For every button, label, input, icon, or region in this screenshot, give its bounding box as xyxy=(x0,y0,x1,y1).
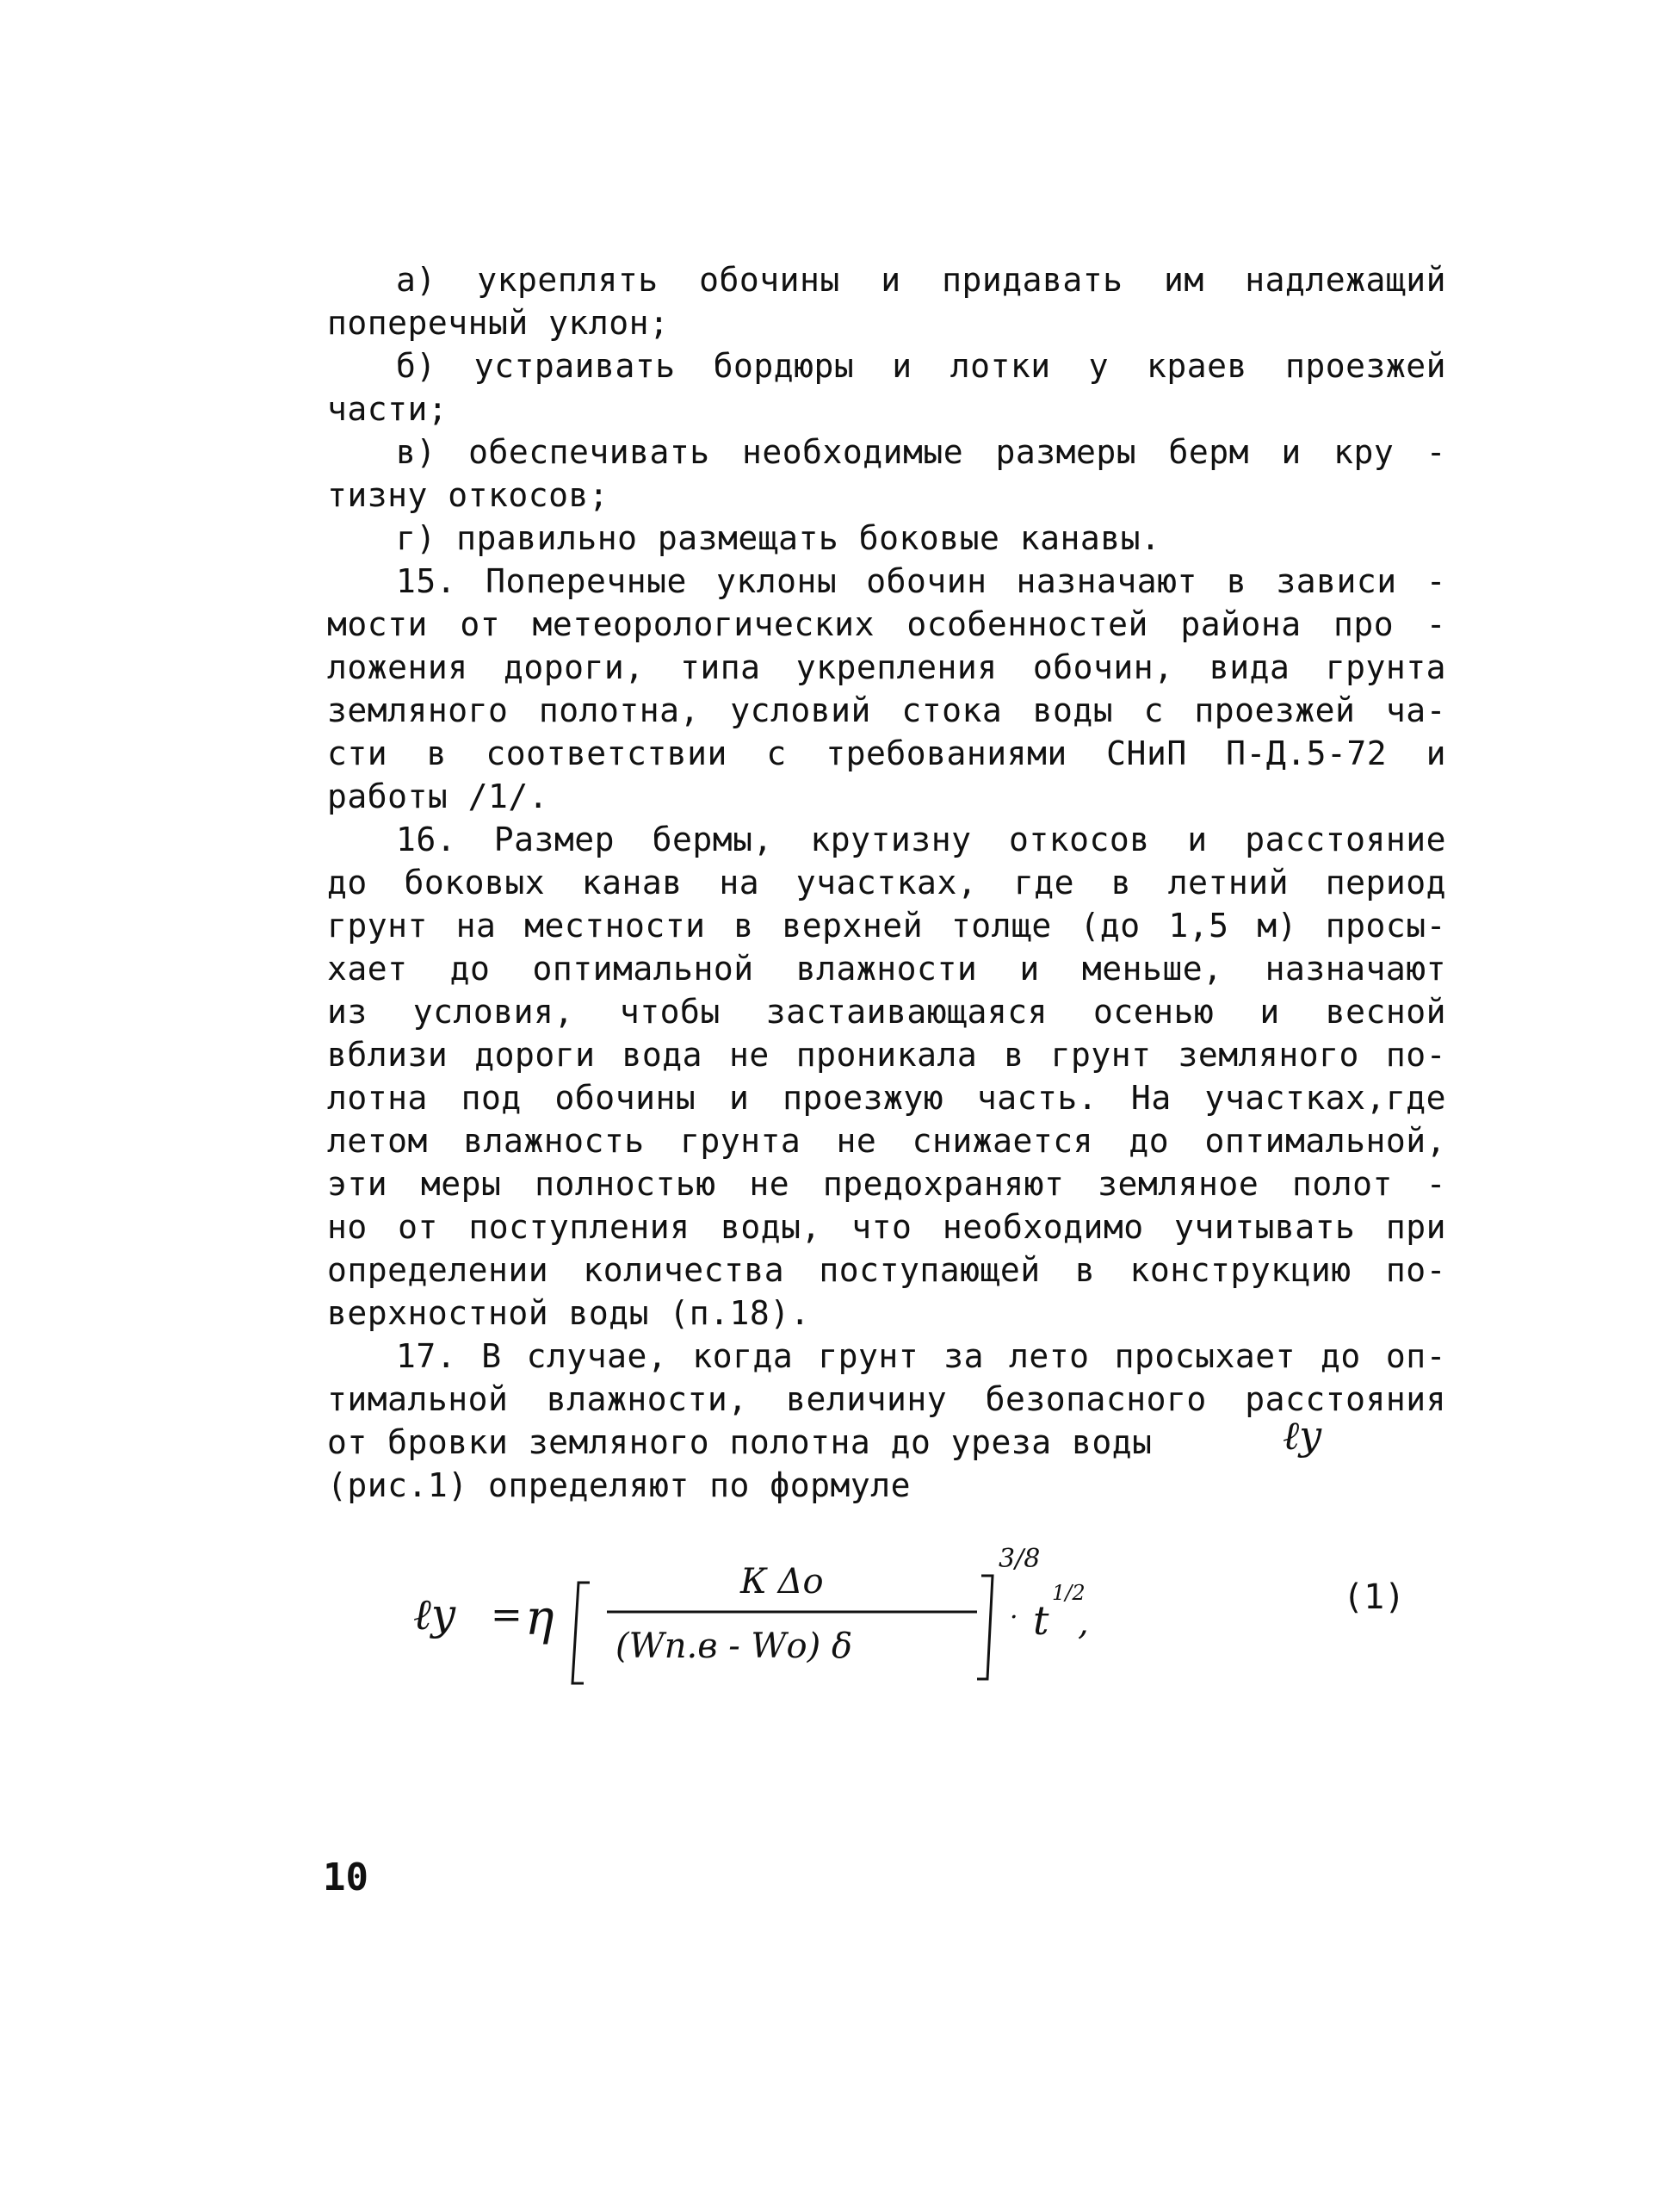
text-line: верхностной воды (п.18). xyxy=(327,1294,811,1332)
formula-lhs: ℓу xyxy=(413,1589,456,1639)
formula-comma: , xyxy=(1078,1603,1089,1643)
text-line: ложения дороги, типа укрепления обочин, вида грунта xyxy=(327,648,1446,686)
text-line: летом влажность грунта не снижается до оптимальной, xyxy=(327,1122,1446,1160)
text-line: в) обеспечивать необходимые размеры берм и кру - xyxy=(396,433,1446,471)
text-line: сти в соответствии с требованиями СНиП П-Д.5-72 и xyxy=(327,734,1446,772)
text-line: лотна под обочины и проезжую часть. На участках,где xyxy=(327,1079,1446,1117)
text-line: но от поступления воды, что необходимо учитывать при xyxy=(327,1208,1446,1246)
formula-exponent: 3/8 xyxy=(999,1544,1041,1574)
text-line: вблизи дороги вода не проникала в грунт земляного по- xyxy=(327,1036,1446,1074)
text-line: тизну откосов; xyxy=(327,476,609,514)
text-line: б) устраивать бордюры и лотки у краев проезжей xyxy=(396,347,1446,385)
text-line: от бровки земляного полотна до уреза воды xyxy=(327,1423,1153,1461)
symbol-ly: ℓу xyxy=(1283,1412,1322,1459)
text-line: 16. Размер бермы, крутизну откосов и расстояние xyxy=(396,821,1446,858)
formula-graphic xyxy=(413,1541,1274,1713)
text-line: 15. Поперечные уклоны обочин назначают в зависи - xyxy=(396,562,1446,600)
formula-t-exponent: 1/2 xyxy=(1052,1581,1086,1605)
formula-eta: η xyxy=(525,1590,554,1646)
text-line: грунт на местности в верхней толще (до 1,5 м) просы- xyxy=(327,907,1446,945)
formula-equals: = xyxy=(491,1593,523,1637)
text-line: работы /1/. xyxy=(327,778,549,815)
text-line: тимальной влажности, величину безопасного расстояния xyxy=(327,1380,1446,1418)
text-line: (рис.1) определяют по формуле xyxy=(327,1466,911,1504)
text-line: части; xyxy=(327,390,448,428)
text-line: земляного полотна, условий стока воды с проезжей ча- xyxy=(327,691,1446,729)
text-line: мости от метеорологических особенностей района про - xyxy=(327,605,1446,643)
formula-numerator: К Δо xyxy=(740,1562,824,1602)
formula-right-bracket xyxy=(977,1576,993,1679)
formula-dot: · xyxy=(1010,1602,1018,1633)
text-line: поперечный уклон; xyxy=(327,304,670,342)
text-line: а) укреплять обочины и придавать им надлежащий xyxy=(396,261,1446,299)
formula-t: t xyxy=(1033,1597,1049,1644)
text-line: 17. В случае, когда грунт за лето просыхает до оп- xyxy=(396,1337,1446,1375)
text-line: до боковых канав на участках, где в летний период xyxy=(327,864,1446,902)
formula-denominator: (Wп.в - Wо) δ xyxy=(615,1626,853,1666)
text-line: эти меры полностью не предохраняют земляное полот - xyxy=(327,1165,1446,1203)
text-line: определении количества поступающей в конструкцию по- xyxy=(327,1251,1446,1289)
text-line: хает до оптимальной влажности и меньше, назначают xyxy=(327,950,1446,988)
text-line: г) правильно размещать боковые канавы. xyxy=(396,519,1161,557)
formula-left-bracket xyxy=(572,1583,590,1683)
equation-number: (1) xyxy=(1343,1577,1406,1617)
formula-1 xyxy=(413,1541,1446,1713)
page-number: 10 xyxy=(323,1856,368,1899)
text-line: из условия, чтобы застаивающаяся осенью и весной xyxy=(327,993,1446,1031)
